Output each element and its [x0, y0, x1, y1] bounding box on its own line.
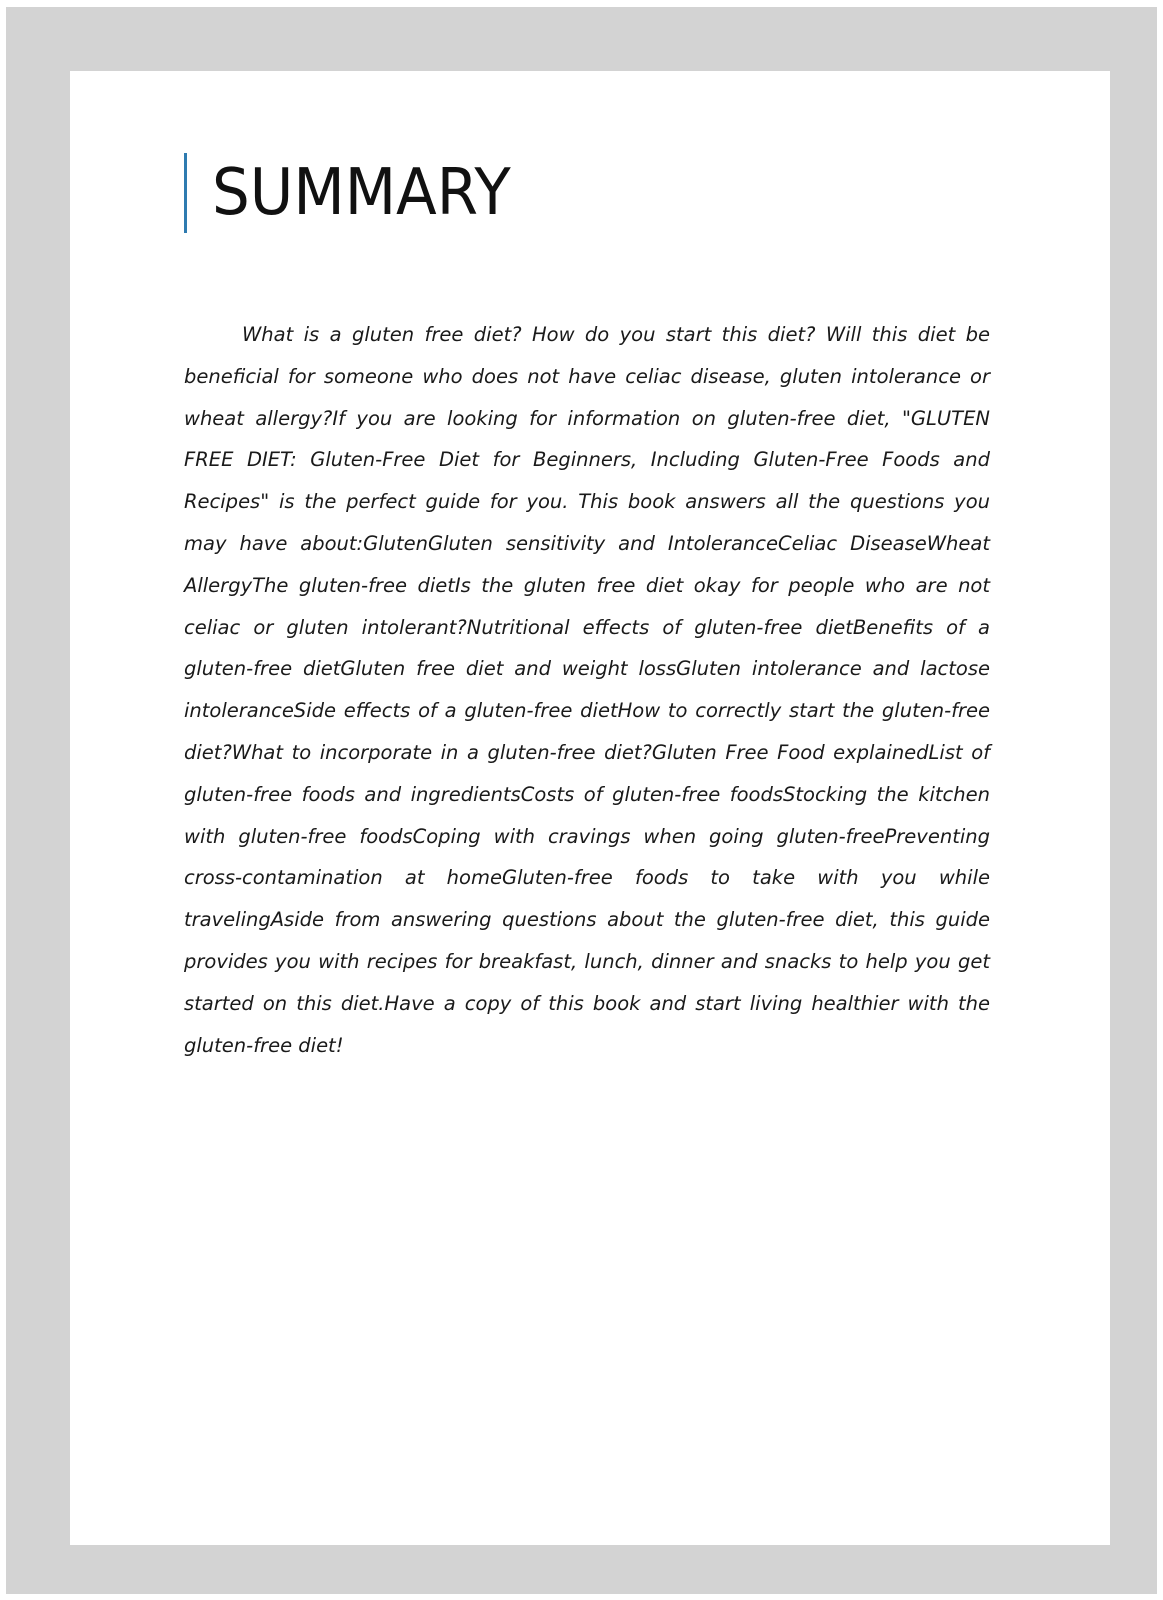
viewer-frame	[6, 7, 1157, 1594]
page-title: SUMMARY	[212, 156, 511, 230]
document-page	[70, 71, 1110, 1545]
title-accent-bar	[184, 153, 187, 233]
summary-paragraph: What is a gluten free diet? How do you start this diet? Will this diet be beneficial for someone who does not have celiac disease, gluten intolerance or wheat allergy?If you are looking for information on gluten-free diet, "GLUTEN FREE DIET: Gluten-Free Diet for Beginners, Including Gluten-Free Foods and Recipes" is the perfect guide for you. This book answers all the questions you may have about:GlutenGluten sensitivity and IntoleranceCeliac DiseaseWheat AllergyThe gluten-free dietIs the gluten free diet okay for people who are not celiac or gluten intolerant?Nutritional effects of gluten-free dietBenefits of a gluten-free dietGluten free diet and weight lossGluten intolerance and lactose intoleranceSide effects of a gluten-free dietHow to correctly start the gluten-free diet?What to incorporate in a gluten-free diet?Gluten Free Food explainedList of gluten-free foods and ingredientsCosts of gluten-free foodsStocking the kitchen with gluten-free foodsCoping with cravings when going gluten-freePreventing cross-contamination at homeGluten-free foods to take with you while travelingAside from answering questions about the gluten-free diet, this guide provides you with recipes for breakfast, lunch, dinner and snacks to help you get started on this diet.Have a copy of this book and start living healthier with the gluten-free diet!	[184, 323, 990, 1057]
